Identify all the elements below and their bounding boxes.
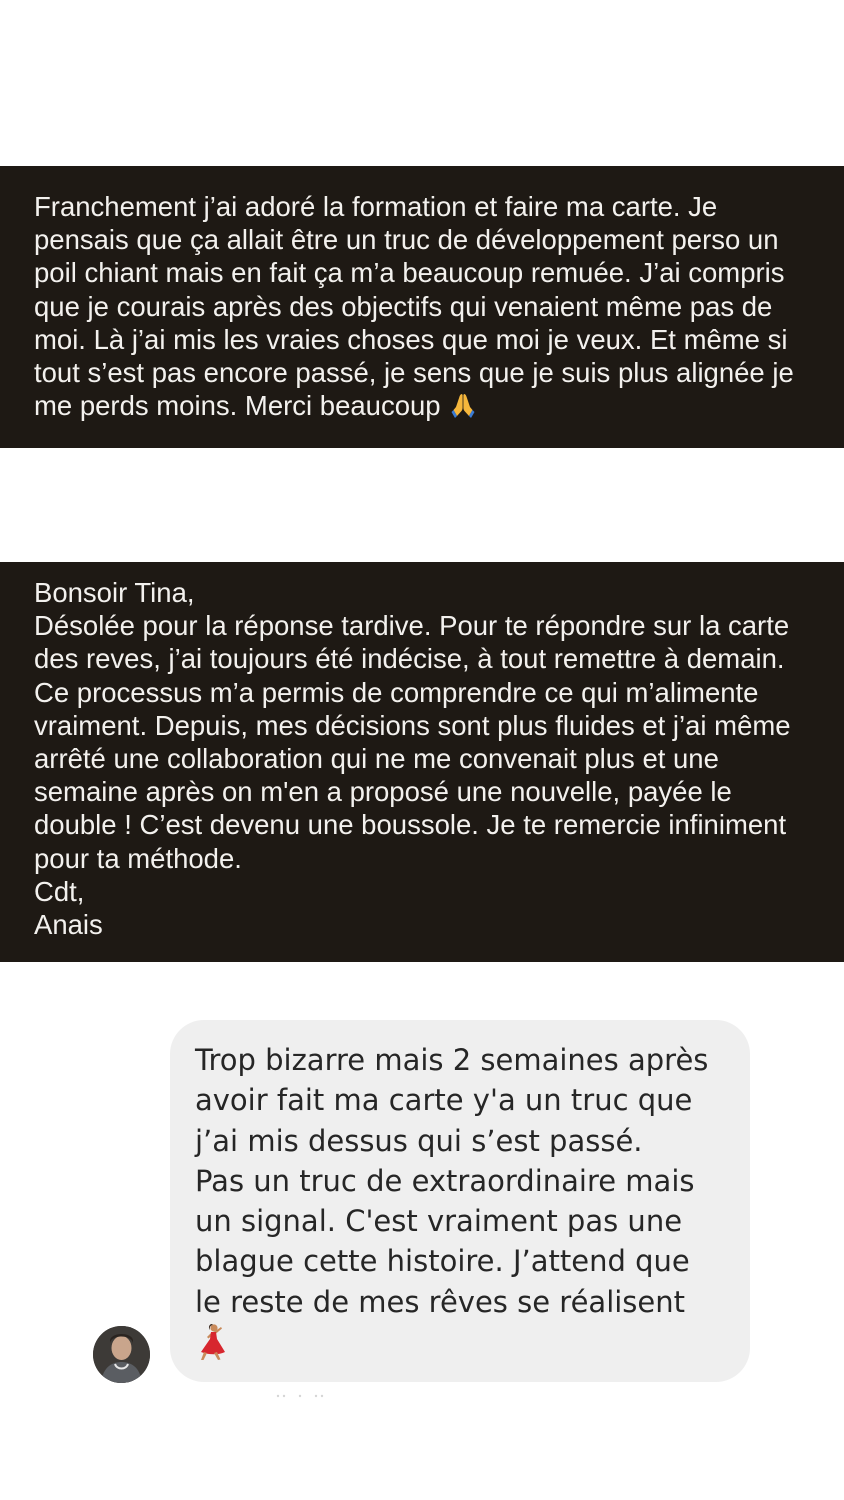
testimonial-line: moi. Là j’ai mis les vraies choses que moi je veux. Et même si	[34, 323, 788, 355]
testimonial-line: Désolée pour la réponse tardive. Pour te répondre sur la carte	[34, 610, 790, 642]
chat-emoji-line	[195, 1322, 726, 1362]
chat-line: j’ai mis dessus qui s’est passé.	[195, 1123, 643, 1158]
chat-bubble[interactable]	[170, 1020, 750, 1382]
testimonial-line: arrêté une collaboration qui ne me convenait plus et une	[34, 743, 719, 775]
praying-hands-icon	[449, 391, 477, 419]
chat-line: Trop bizarre mais 2 semaines après	[195, 1043, 709, 1077]
testimonial-line: pensais que ça allait être un truc de développement perso un	[34, 224, 779, 256]
testimonial-card-1	[0, 166, 844, 448]
testimonial-line-last	[34, 389, 816, 422]
faint-caption-remnant	[270, 1392, 350, 1400]
avatar[interactable]	[93, 1326, 150, 1383]
chat-line: blague cette histoire. J’attend que	[195, 1244, 690, 1279]
chat-line: Pas un truc de extraordinaire mais	[195, 1163, 695, 1198]
testimonial-line: tout s’est pas encore passé, je sens que je suis plus alignée je	[34, 357, 794, 389]
testimonial-line: Bonsoir Tina,	[34, 577, 195, 608]
testimonial-line: semaine après on m'en a proposé une nouvelle, payée le	[34, 776, 732, 808]
testimonial-line: des reves, j’ai toujours été indécise, à tout remettre à demain.	[34, 643, 785, 675]
testimonial-line: pour ta méthode.	[34, 842, 242, 874]
chat-message-row	[0, 1020, 844, 1400]
chat-line: avoir fait ma carte y'a un truc que	[195, 1083, 693, 1118]
chat-line: un signal. C'est vraiment pas une	[195, 1204, 683, 1239]
testimonial-line: Franchement j’ai adoré la formation et faire ma carte. Je	[34, 191, 718, 222]
testimonial-line: que je courais après des objectifs qui venaient même pas de	[34, 290, 773, 322]
testimonial-line: Anais	[34, 909, 103, 941]
testimonial-card-2	[0, 562, 844, 962]
avatar-photo	[93, 1326, 150, 1383]
dancing-woman-icon	[195, 1322, 227, 1362]
testimonial-line: vraiment. Depuis, mes décisions sont plus fluides et j’ai même	[34, 709, 791, 741]
chat-line: le reste de mes rêves se réalisent	[195, 1284, 686, 1319]
testimonial-line: double ! C’est devenu une boussole. Je te remercie infiniment	[34, 809, 787, 841]
testimonial-line: Cdt,	[34, 875, 85, 907]
testimonial-line-text: me perds moins. Merci beaucoup	[34, 390, 441, 422]
testimonial-line: Ce processus m’a permis de comprendre ce qui m’alimente	[34, 676, 759, 708]
testimonial-line: poil chiant mais en fait ça m’a beaucoup remuée. J’ai compris	[34, 257, 785, 289]
